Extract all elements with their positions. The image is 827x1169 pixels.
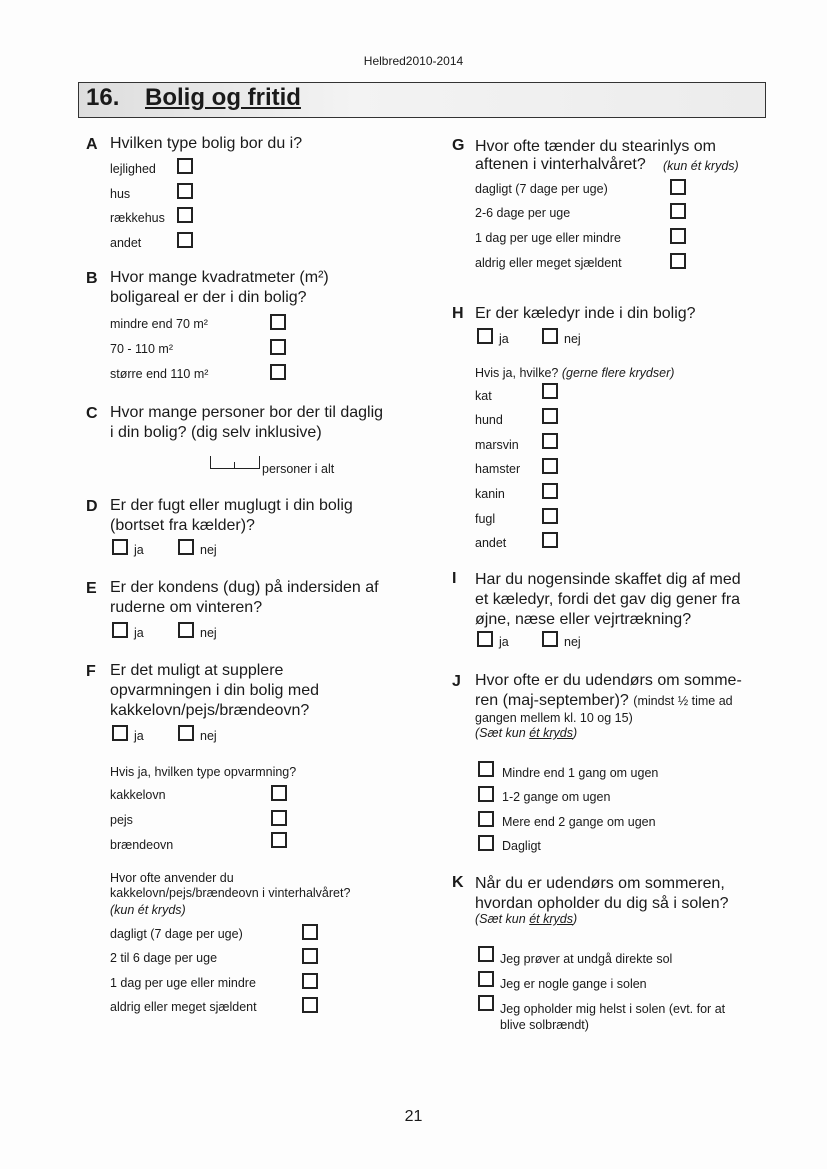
option-label: Dagligt: [502, 839, 541, 853]
persons-digit-field[interactable]: [210, 456, 260, 469]
option-label: hus: [110, 187, 131, 201]
checkbox-pet-kat[interactable]: [542, 383, 558, 399]
question-j-line1: Hvor ofte er du udendørs om somme-: [475, 672, 742, 689]
question-k-line2: hvordan opholder du dig så i solen?: [475, 895, 729, 912]
checkbox-h-yes[interactable]: [477, 328, 493, 344]
checkbox-area-small[interactable]: [270, 314, 286, 330]
page-header: Helbred2010-2014: [363, 54, 464, 68]
question-b-line1: Hvor mange kvadratmeter (m²): [110, 269, 329, 286]
yes-label: ja: [499, 635, 509, 649]
checkbox-j-lt1[interactable]: [478, 761, 494, 777]
option-label: 1 dag per uge eller mindre: [110, 976, 256, 990]
checkbox-h-no[interactable]: [542, 328, 558, 344]
question-d-line2: (bortset fra kælder)?: [110, 517, 255, 534]
option-label: pejs: [110, 813, 133, 827]
option-label: Mindre end 1 gang om ugen: [502, 766, 659, 780]
question-letter-f: F: [86, 663, 96, 680]
option-label: rækkehus: [110, 211, 165, 225]
question-f-line2: opvarmningen i din bolig med: [110, 682, 320, 699]
checkbox-f-freq-rarely[interactable]: [302, 997, 318, 1013]
checkbox-raekkehus[interactable]: [177, 207, 193, 223]
option-label: Jeg prøver at undgå direkte sol: [500, 952, 673, 966]
question-g-line2: aftenen i vinterhalvåret?: [475, 156, 646, 173]
option-label: fugl: [475, 512, 496, 526]
option-label: kakkelovn: [110, 788, 166, 802]
question-f-line3: kakkelovn/pejs/brændeovn?: [110, 702, 310, 719]
option-label: 1-2 gange om ugen: [502, 790, 611, 804]
h-sub-label: Hvis ja, hvilke? (gerne flere krydser): [475, 366, 675, 380]
yes-label: ja: [499, 332, 509, 346]
checkbox-pet-kanin[interactable]: [542, 483, 558, 499]
checkbox-e-yes[interactable]: [112, 622, 128, 638]
question-e-line1: Er der kondens (dug) på indersiden af: [110, 579, 379, 596]
question-letter-b: B: [86, 270, 98, 287]
checkbox-andet-bolig[interactable]: [177, 232, 193, 248]
no-label: nej: [200, 626, 217, 640]
checkbox-g-1[interactable]: [670, 228, 686, 244]
option-label: lejlighed: [110, 162, 156, 176]
checkbox-lejlighed[interactable]: [177, 158, 193, 174]
question-j-line2: ren (maj-september)? (mindst ½ time ad: [475, 692, 733, 709]
question-g-line1: Hvor ofte tænder du stearinlys om: [475, 138, 716, 155]
option-label: 70 - 110 m²: [110, 342, 173, 356]
option-label-cont: blive solbrændt): [500, 1018, 589, 1032]
option-label: marsvin: [475, 438, 519, 452]
question-i-line3: øjne, næse eller vejrtrækning?: [475, 611, 692, 628]
option-label: andet: [475, 536, 507, 550]
checkbox-pet-andet[interactable]: [542, 532, 558, 548]
checkbox-j-daily[interactable]: [478, 835, 494, 851]
question-j-line3: gangen mellem kl. 10 og 15): [475, 711, 633, 725]
checkbox-f-freq-2-6[interactable]: [302, 948, 318, 964]
question-letter-j: J: [452, 673, 461, 690]
option-label: 2-6 dage per uge: [475, 206, 571, 220]
persons-unit-label: personer i alt: [262, 462, 335, 476]
option-label: brændeovn: [110, 838, 174, 852]
checkbox-d-yes[interactable]: [112, 539, 128, 555]
f-sub2-note: (kun ét kryds): [110, 903, 186, 917]
question-letter-h: H: [452, 305, 464, 322]
question-letter-c: C: [86, 405, 98, 422]
question-i-line1: Har du nogensinde skaffet dig af med: [475, 571, 741, 588]
f-sub2-line1: Hvor ofte anvender du: [110, 871, 234, 885]
page-number: 21: [404, 1108, 423, 1125]
option-label: aldrig eller meget sjældent: [110, 1000, 257, 1014]
question-k-line1: Når du er udendørs om sommeren,: [475, 875, 725, 892]
checkbox-g-rarely[interactable]: [670, 253, 686, 269]
checkbox-d-no[interactable]: [178, 539, 194, 555]
section-title: Bolig og fritid: [145, 84, 301, 111]
question-k-note: (Sæt kun ét kryds): [475, 912, 578, 926]
question-c-line1: Hvor mange personer bor der til daglig: [110, 404, 384, 421]
option-label: kat: [475, 389, 492, 403]
option-label: dagligt (7 dage per uge): [475, 182, 608, 196]
checkbox-area-medium[interactable]: [270, 339, 286, 355]
checkbox-hus[interactable]: [177, 183, 193, 199]
checkbox-i-no[interactable]: [542, 631, 558, 647]
option-label: hamster: [475, 462, 521, 476]
checkbox-j-1-2[interactable]: [478, 786, 494, 802]
checkbox-pet-hamster[interactable]: [542, 458, 558, 474]
question-letter-i: I: [452, 570, 457, 587]
checkbox-e-no[interactable]: [178, 622, 194, 638]
option-label: Mere end 2 gange om ugen: [502, 815, 656, 829]
section-number: 16.: [86, 84, 120, 111]
option-label: Jeg er nogle gange i solen: [500, 977, 647, 991]
checkbox-i-yes[interactable]: [477, 631, 493, 647]
question-letter-e: E: [86, 580, 97, 597]
checkbox-k-avoid[interactable]: [478, 946, 494, 962]
question-f-line1: Er det muligt at supplere: [110, 662, 284, 679]
checkbox-braendeovn[interactable]: [271, 832, 287, 848]
option-label: dagligt (7 dage per uge): [110, 927, 243, 941]
question-b-line2: boligareal er der i din bolig?: [110, 289, 307, 306]
option-label: kanin: [475, 487, 505, 501]
question-d-line1: Er der fugt eller muglugt i din bolig: [110, 497, 353, 514]
no-label: nej: [200, 729, 217, 743]
checkbox-k-sometimes[interactable]: [478, 971, 494, 987]
question-h-text: Er der kæledyr inde i din bolig?: [475, 305, 696, 322]
checkbox-j-gt2[interactable]: [478, 811, 494, 827]
yes-label: ja: [134, 729, 144, 743]
question-c-line2: i din bolig? (dig selv inklusive): [110, 424, 322, 441]
checkbox-g-2-6[interactable]: [670, 203, 686, 219]
no-label: nej: [564, 332, 581, 346]
option-label: mindre end 70 m²: [110, 317, 208, 331]
checkbox-area-large[interactable]: [270, 364, 286, 380]
checkbox-pet-hund[interactable]: [542, 408, 558, 424]
checkbox-f-yes[interactable]: [112, 725, 128, 741]
yes-label: ja: [134, 626, 144, 640]
option-label: andet: [110, 236, 142, 250]
checkbox-kakkelovn[interactable]: [271, 785, 287, 801]
question-letter-a: A: [86, 136, 98, 153]
option-label: hund: [475, 413, 503, 427]
question-j-note: (Sæt kun ét kryds): [475, 726, 578, 740]
checkbox-f-freq-daily[interactable]: [302, 924, 318, 940]
option-label: Jeg opholder mig helst i solen (evt. for at: [500, 1002, 726, 1016]
no-label: nej: [200, 543, 217, 557]
option-label: større end 110 m²: [110, 367, 209, 381]
f-sub1-label: Hvis ja, hvilken type opvarmning?: [110, 765, 297, 779]
option-label: 1 dag per uge eller mindre: [475, 231, 621, 245]
checkbox-k-prefer[interactable]: [478, 995, 494, 1011]
option-label: aldrig eller meget sjældent: [475, 256, 622, 270]
checkbox-pet-marsvin[interactable]: [542, 433, 558, 449]
checkbox-f-no[interactable]: [178, 725, 194, 741]
question-j-line2-small: (mindst ½ time ad: [633, 694, 733, 708]
question-letter-d: D: [86, 498, 98, 515]
f-sub2-line2: kakkelovn/pejs/brændeovn i vinterhalvåret?: [110, 886, 351, 900]
yes-label: ja: [134, 543, 144, 557]
question-e-line2: ruderne om vinteren?: [110, 599, 263, 616]
question-i-line2: et kæledyr, fordi det gav dig gener fra: [475, 591, 741, 608]
h-sub-note: (gerne flere krydser): [561, 366, 675, 380]
question-letter-g: G: [452, 137, 465, 154]
question-a-text: Hvilken type bolig bor du i?: [110, 135, 303, 152]
checkbox-pet-fugl[interactable]: [542, 508, 558, 524]
option-label: 2 til 6 dage per uge: [110, 951, 218, 965]
checkbox-pejs[interactable]: [271, 810, 287, 826]
checkbox-g-daily[interactable]: [670, 179, 686, 195]
no-label: nej: [564, 635, 581, 649]
question-letter-k: K: [452, 874, 464, 891]
checkbox-f-freq-1[interactable]: [302, 973, 318, 989]
question-g-note: (kun ét kryds): [663, 159, 739, 173]
